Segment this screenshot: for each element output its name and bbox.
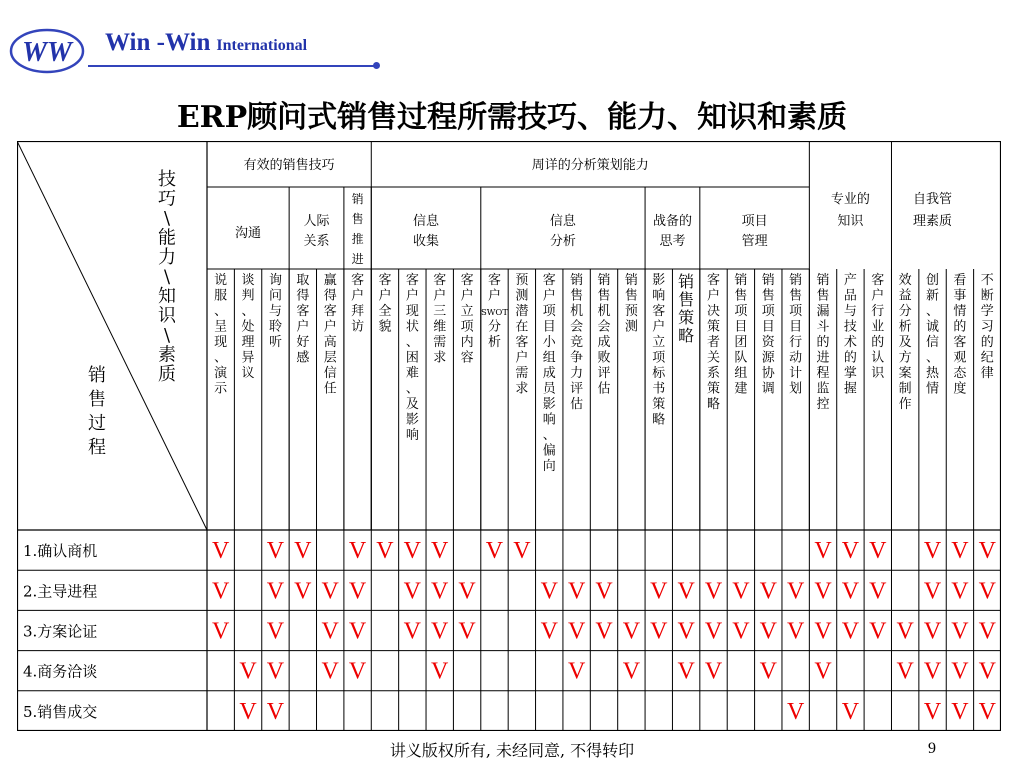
column-header: 客户行业的认识 (871, 273, 885, 381)
column-header: 询问与聆听 (268, 273, 282, 350)
check-mark: V (321, 578, 339, 605)
brand-title: Win -Win (105, 29, 211, 56)
subgroup-header: 分析 (549, 234, 576, 249)
check-mark: V (348, 658, 367, 685)
check-mark: V (266, 538, 285, 565)
column-header: 销售漏斗的进程监控 (816, 273, 830, 412)
check-mark: V (896, 618, 914, 645)
check-mark: V (951, 538, 969, 565)
corner-diagonal (17, 141, 207, 530)
group-header: 周详的分析策划能力 (531, 158, 649, 173)
row-label: 2.主导进程 (23, 582, 98, 601)
subgroup-header: 项目 (741, 214, 768, 229)
check-mark: V (978, 698, 996, 725)
check-mark: V (294, 578, 312, 605)
check-mark: V (732, 618, 750, 645)
check-mark: V (978, 658, 996, 685)
check-mark: V (704, 618, 723, 645)
check-mark: V (431, 578, 449, 605)
column-header: 创新、诚信、热情 (926, 273, 940, 397)
row-label: 4.商务洽谈 (23, 662, 98, 681)
column-header: 产品与技术的掌握 (843, 273, 857, 397)
check-mark: V (869, 538, 887, 565)
check-mark: V (348, 618, 367, 645)
column-header: 影响客户立项标书策略 (652, 273, 666, 428)
check-mark: V (951, 658, 969, 685)
check-mark: V (376, 538, 394, 565)
check-mark: V (622, 658, 641, 685)
check-mark: V (567, 618, 586, 645)
check-mark: V (294, 538, 312, 565)
header-rule (88, 65, 378, 67)
corner-label-process: 销售过程 (88, 365, 106, 458)
column-header: 说服、呈现、演示 (214, 273, 228, 397)
brand-suffix: International (216, 37, 308, 54)
check-mark: V (978, 538, 996, 565)
check-mark: V (951, 578, 969, 605)
check-mark: V (403, 538, 422, 565)
check-mark: V (951, 618, 969, 645)
group-header: 自我管 (913, 192, 953, 207)
subgroup-header: 信息 (413, 214, 440, 229)
row-label: 5.销售成交 (23, 702, 98, 721)
check-mark: V (266, 578, 285, 605)
column-header: 谈判、处理异议 (241, 273, 255, 381)
check-mark: V (567, 578, 586, 605)
column-header: 销售机会竞争力评估 (570, 273, 584, 412)
check-mark: V (896, 658, 914, 685)
column-header: 销售项目团队组建 (734, 273, 748, 397)
check-mark: V (951, 698, 969, 725)
column-header: 取得客户好感 (296, 273, 310, 366)
column-header: 销售项目行动计划 (789, 273, 803, 397)
group-header: 专业的 (830, 192, 870, 207)
check-mark: V (212, 538, 230, 565)
svg-text:WW: WW (22, 37, 72, 68)
column-header: 客户立项内容 (460, 273, 474, 366)
subgroup-header: 销售推进 (351, 192, 364, 266)
check-mark: V (212, 578, 230, 605)
check-mark: V (923, 618, 942, 645)
check-mark: V (239, 658, 257, 685)
row-label: 1.确认商机 (23, 542, 98, 561)
check-mark: V (431, 538, 449, 565)
column-header: 客户三维需求 (433, 273, 447, 366)
check-mark: V (266, 698, 285, 725)
check-mark: V (321, 658, 339, 685)
group-header: 理素质 (913, 214, 953, 229)
skills-matrix-table (17, 141, 1001, 731)
check-mark: V (595, 618, 613, 645)
check-mark: V (513, 538, 531, 565)
check-mark: V (239, 698, 257, 725)
subgroup-header: 沟通 (235, 226, 262, 241)
check-mark: V (431, 618, 449, 645)
subgroup-header: 思考 (659, 234, 686, 249)
check-mark: V (540, 618, 558, 645)
column-header: 客户拜访 (351, 273, 365, 335)
header (0, 0, 1024, 80)
check-mark: V (814, 578, 832, 605)
check-mark: V (212, 618, 230, 645)
column-header: 客户决策者关系策略 (707, 273, 721, 412)
check-mark: V (978, 578, 996, 605)
subgroup-header: 管理 (741, 234, 768, 249)
column-header: 效益分析及方案制作 (898, 273, 912, 412)
check-mark: V (814, 618, 832, 645)
check-mark: V (814, 658, 832, 685)
check-mark: V (841, 538, 860, 565)
winwin-logo-icon (8, 27, 86, 75)
check-mark: V (978, 618, 996, 645)
check-mark: V (841, 578, 860, 605)
column-header: 销售预测 (624, 273, 638, 335)
column-header: 客户 SWOT 分析 (480, 273, 508, 350)
column-header: 不断学习的纪律 (980, 273, 994, 381)
check-mark: V (786, 618, 805, 645)
check-mark: V (732, 578, 750, 605)
subgroup-header: 信息 (549, 214, 576, 229)
check-mark: V (403, 578, 422, 605)
subgroup-header: 战备的 (652, 214, 692, 229)
footer-copyright: 讲义版权所有, 未经同意, 不得转印 (389, 741, 635, 760)
check-mark: V (321, 618, 339, 645)
check-mark: V (923, 658, 942, 685)
check-mark: V (485, 538, 504, 565)
check-mark: V (677, 658, 695, 685)
page-number: 9 (928, 740, 936, 757)
slide-title: ERP顾问式销售过程所需技巧、能力、知识和素质 (176, 100, 848, 135)
check-mark: V (841, 618, 860, 645)
check-mark: V (266, 618, 285, 645)
check-mark: V (348, 538, 367, 565)
check-mark: V (704, 578, 723, 605)
check-mark: V (677, 578, 695, 605)
check-mark: V (759, 618, 777, 645)
header-rule-dot (373, 62, 380, 69)
column-header: 客户全貌 (378, 273, 392, 335)
check-mark: V (595, 578, 613, 605)
check-mark: V (622, 618, 641, 645)
check-mark: V (759, 658, 777, 685)
check-mark: V (869, 578, 887, 605)
check-mark: V (458, 618, 476, 645)
check-mark: V (266, 658, 285, 685)
check-mark: V (841, 698, 860, 725)
check-mark: V (786, 578, 805, 605)
check-mark: V (704, 658, 723, 685)
check-mark: V (348, 578, 367, 605)
check-mark: V (567, 658, 586, 685)
group-header: 知识 (837, 214, 864, 229)
subgroup-header: 关系 (303, 234, 330, 249)
subgroup-header: 收集 (413, 234, 440, 249)
column-header: 销售项目资源协调 (761, 273, 775, 397)
check-mark: V (677, 618, 695, 645)
subgroup-header: 人际 (303, 214, 330, 229)
column-header: 销售策略 (678, 272, 695, 345)
check-mark: V (458, 578, 476, 605)
check-mark: V (540, 578, 558, 605)
check-mark: V (869, 618, 887, 645)
check-mark: V (650, 618, 668, 645)
column-header: 赢得客户高层信任 (323, 273, 337, 397)
group-header: 有效的销售技巧 (243, 158, 335, 173)
check-mark: V (923, 578, 942, 605)
check-mark: V (786, 698, 805, 725)
column-header: 预测潜在客户需求 (515, 273, 529, 397)
skills-matrix-svg (17, 141, 1001, 731)
check-mark: V (431, 658, 449, 685)
column-header: 看事情的客观态度 (953, 273, 967, 397)
corner-label-skills: 技巧\能力\知识\素质 (158, 169, 176, 385)
brand-name (105, 29, 307, 57)
check-mark: V (759, 578, 777, 605)
check-mark: V (923, 538, 942, 565)
check-mark: V (814, 538, 832, 565)
check-mark: V (650, 578, 668, 605)
check-mark: V (923, 698, 942, 725)
check-mark: V (403, 618, 422, 645)
column-header: 客户项目小组成员影响、偏向 (542, 273, 556, 474)
column-header: 客户现状、困难、及影响 (405, 273, 419, 443)
column-header: 销售机会成败评估 (597, 273, 611, 397)
row-label: 3.方案论证 (23, 622, 98, 641)
